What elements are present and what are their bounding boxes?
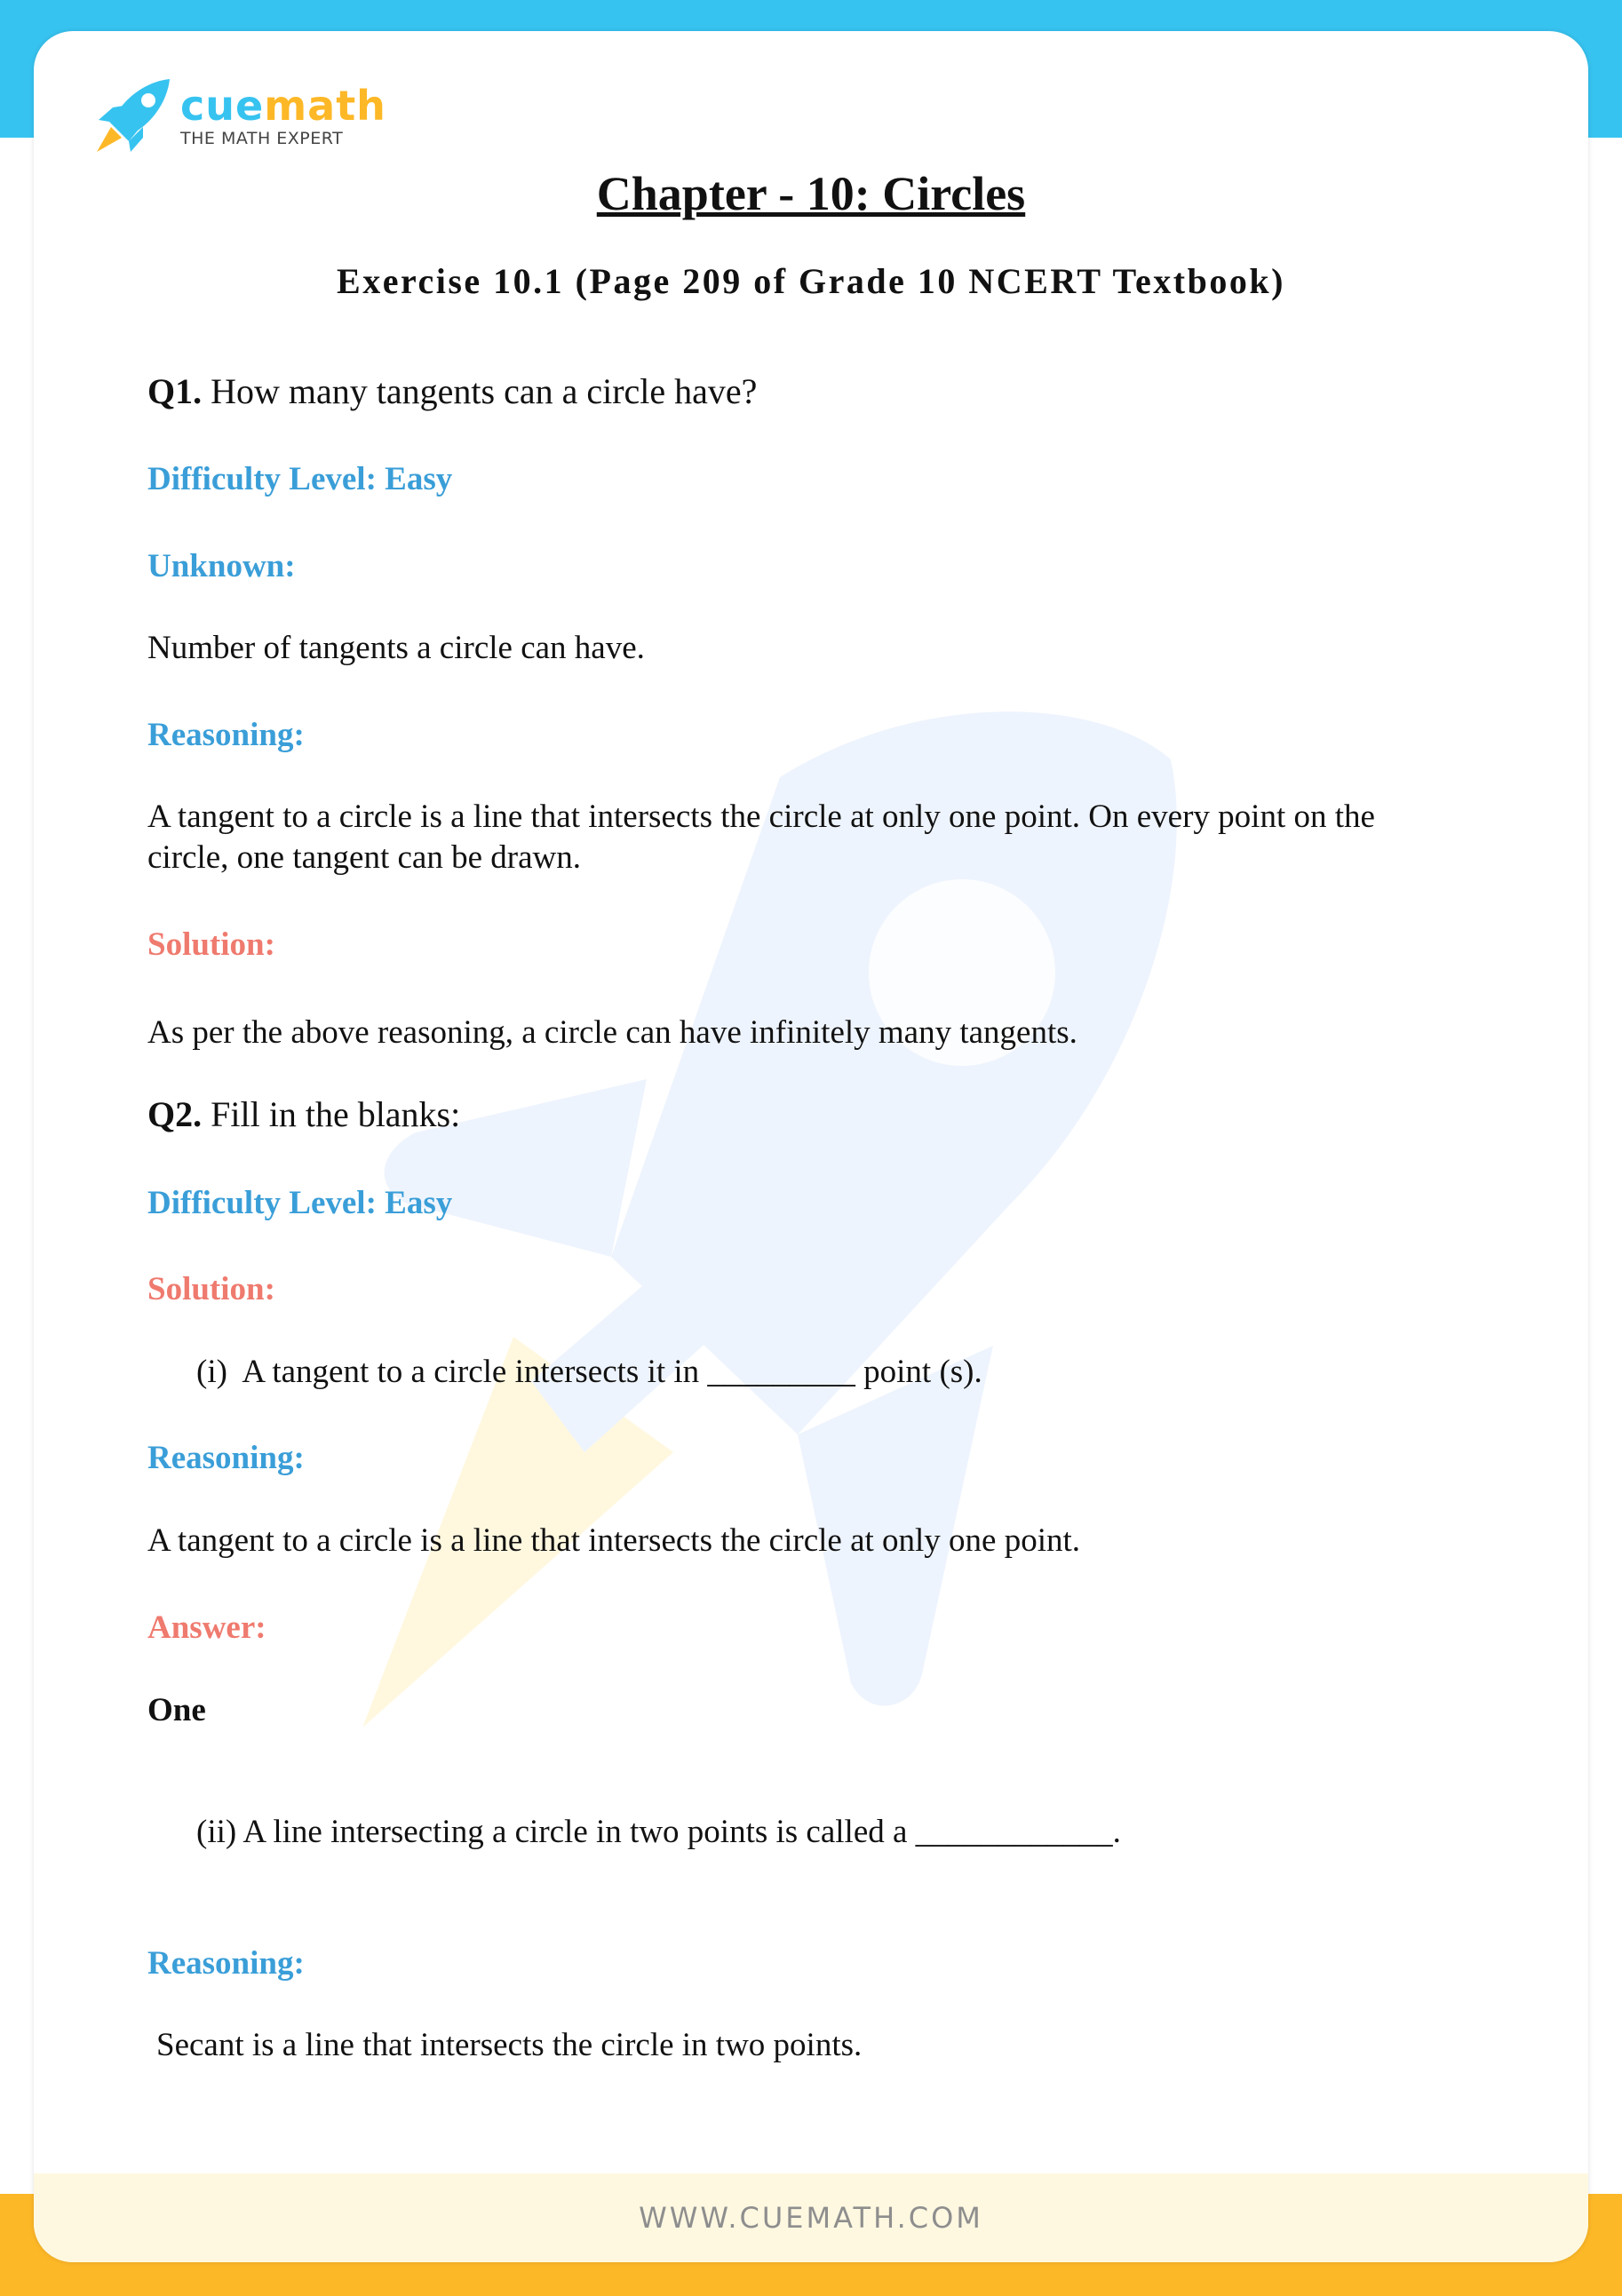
footer-band xyxy=(34,2173,1588,2262)
q2-part-i-reasoning-heading: Reasoning: xyxy=(147,1440,305,1476)
q2-part-i-reasoning-text: A tangent to a circle is a line that intersects the circle at only one point. xyxy=(147,1522,1081,1559)
rocket-logo-icon xyxy=(91,75,173,157)
chapter-title: Chapter - 10: Circles xyxy=(596,167,1026,220)
q1-unknown-text: Number of tangents a circle can have. xyxy=(147,630,645,666)
q2-question-text: Fill in the blanks: xyxy=(211,1094,461,1134)
q2-label: Q2. xyxy=(147,1094,203,1134)
q2-difficulty: Difficulty Level: Easy xyxy=(147,1185,453,1221)
q1-difficulty: Difficulty Level: Easy xyxy=(147,461,453,497)
q2-solution-heading: Solution: xyxy=(147,1271,275,1307)
q2-part-i-number: (i) xyxy=(196,1354,227,1390)
q1-reasoning-heading: Reasoning: xyxy=(147,717,305,753)
q1-solution-text: As per the above reasoning, a circle can have infinitely many tangents. xyxy=(147,1014,1077,1051)
q1-solution-heading: Solution: xyxy=(147,926,275,963)
q1-label: Q1. xyxy=(147,371,203,411)
q2-part-i-text: A tangent to a circle intersects it in _________ point (s). xyxy=(242,1354,982,1390)
q2-part-i xyxy=(196,1352,982,1393)
logo-name-math: math xyxy=(264,82,386,130)
logo-tagline: THE MATH EXPERT xyxy=(180,129,344,148)
q2-part-ii-reasoning-heading: Reasoning: xyxy=(147,1945,305,1982)
q1-question xyxy=(147,371,757,412)
q1-reasoning-text: A tangent to a circle is a line that intersects the circle at only one point. On every point on the circle, one tangent can be drawn. xyxy=(147,798,1375,876)
q2-part-ii-text: A line intersecting a circle in two points is called a ____________. xyxy=(243,1814,1121,1850)
q2-part-i-answer-text: One xyxy=(147,1692,206,1728)
q2-part-ii-number: (ii) xyxy=(196,1814,237,1850)
exercise-title: Exercise 10.1 (Page 209 of Grade 10 NCERT Textbook) xyxy=(337,261,1285,301)
q2-part-ii xyxy=(196,1812,1121,1853)
footer-website[interactable]: WWW.CUEMATH.COM xyxy=(639,2201,983,2235)
q2-part-i-answer-heading: Answer: xyxy=(147,1609,266,1646)
q1-unknown-heading: Unknown: xyxy=(147,548,296,584)
q2-question xyxy=(147,1094,460,1135)
q2-part-ii-reasoning-text: Secant is a line that intersects the circle in two points. xyxy=(156,2027,863,2063)
logo-name-cue: cue xyxy=(180,82,265,130)
cuemath-logo xyxy=(91,75,386,157)
page-card xyxy=(34,31,1588,2262)
q1-question-text: How many tangents can a circle have? xyxy=(211,371,758,411)
